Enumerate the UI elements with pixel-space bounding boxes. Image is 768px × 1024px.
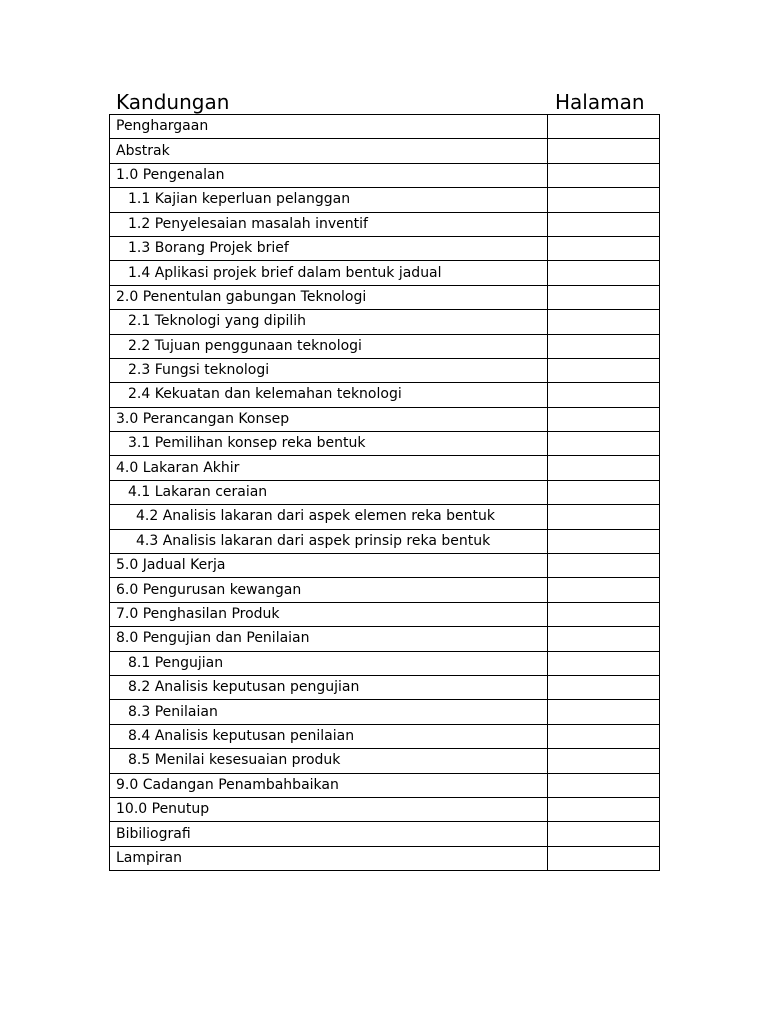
toc-entry-title: 9.0 Cadangan Penambahbaikan [110, 773, 548, 797]
toc-row [110, 505, 660, 529]
toc-entry-page [548, 212, 660, 236]
toc-row [110, 383, 660, 407]
toc-entry-page [548, 651, 660, 675]
toc-entry-title: 7.0 Penghasilan Produk [110, 602, 548, 626]
toc-row [110, 310, 660, 334]
toc-row [110, 651, 660, 675]
toc-row [110, 212, 660, 236]
toc-row [110, 773, 660, 797]
toc-row [110, 602, 660, 626]
toc-row [110, 724, 660, 748]
toc-entry-title: 1.2 Penyelesaian masalah inventif [110, 212, 548, 236]
toc-entry-page [548, 529, 660, 553]
toc-entry-title: 2.0 Penentulan gabungan Teknologi [110, 285, 548, 309]
toc-row [110, 846, 660, 870]
toc-row [110, 749, 660, 773]
toc-entry-page [548, 822, 660, 846]
toc-entry-page [548, 285, 660, 309]
toc-entry-title: Penghargaan [110, 115, 548, 139]
table-of-contents [109, 114, 660, 871]
toc-entry-title: 8.1 Pengujian [110, 651, 548, 675]
toc-entry-page [548, 749, 660, 773]
toc-entry-title: 1.4 Aplikasi projek brief dalam bentuk jadual [110, 261, 548, 285]
toc-entry-page [548, 261, 660, 285]
toc-row [110, 285, 660, 309]
toc-entry-title: Abstrak [110, 139, 548, 163]
toc-entry-title: 1.3 Borang Projek brief [110, 236, 548, 260]
toc-entry-title: 10.0 Penutup [110, 797, 548, 821]
toc-entry-page [548, 627, 660, 651]
toc-entry-title: Lampiran [110, 846, 548, 870]
toc-row [110, 139, 660, 163]
toc-entry-title: 2.2 Tujuan penggunaan teknologi [110, 334, 548, 358]
toc-entry-page [548, 432, 660, 456]
toc-row [110, 188, 660, 212]
toc-entry-page [548, 505, 660, 529]
toc-entry-page [548, 773, 660, 797]
toc-entry-title: 4.2 Analisis lakaran dari aspek elemen reka bentuk [110, 505, 548, 529]
toc-entry-page [548, 602, 660, 626]
toc-entry-title: 2.3 Fungsi teknologi [110, 358, 548, 382]
toc-entry-title: 1.1 Kajian keperluan pelanggan [110, 188, 548, 212]
toc-entry-page [548, 358, 660, 382]
toc-entry-title: 8.5 Menilai kesesuaian produk [110, 749, 548, 773]
toc-entry-page [548, 456, 660, 480]
toc-row [110, 797, 660, 821]
toc-row [110, 700, 660, 724]
toc-row [110, 261, 660, 285]
toc-entry-title: Bibiliografi [110, 822, 548, 846]
toc-entry-page [548, 700, 660, 724]
toc-row [110, 529, 660, 553]
toc-row [110, 675, 660, 699]
contents-title: Kandungan [116, 90, 230, 114]
toc-entry-page [548, 383, 660, 407]
toc-entry-title: 8.4 Analisis keputusan penilaian [110, 724, 548, 748]
toc-entry-page [548, 797, 660, 821]
toc-entry-page [548, 846, 660, 870]
toc-row [110, 115, 660, 139]
toc-entry-title: 2.1 Teknologi yang dipilih [110, 310, 548, 334]
toc-entry-title: 4.0 Lakaran Akhir [110, 456, 548, 480]
toc-entry-title: 8.3 Penilaian [110, 700, 548, 724]
toc-entry-page [548, 334, 660, 358]
toc-entry-title: 8.2 Analisis keputusan pengujian [110, 675, 548, 699]
toc-entry-title: 4.1 Lakaran ceraian [110, 480, 548, 504]
toc-entry-page [548, 139, 660, 163]
toc-row [110, 432, 660, 456]
toc-entry-page [548, 578, 660, 602]
toc-entry-page [548, 115, 660, 139]
toc-entry-title: 3.1 Pemilihan konsep reka bentuk [110, 432, 548, 456]
toc-entry-page [548, 480, 660, 504]
toc-entry-page [548, 407, 660, 431]
toc-row [110, 627, 660, 651]
toc-entry-page [548, 724, 660, 748]
toc-row [110, 578, 660, 602]
toc-row [110, 554, 660, 578]
toc-entry-title: 8.0 Pengujian dan Penilaian [110, 627, 548, 651]
toc-row [110, 480, 660, 504]
toc-entry-title: 2.4 Kekuatan dan kelemahan teknologi [110, 383, 548, 407]
toc-entry-page [548, 236, 660, 260]
toc-entry-title: 4.3 Analisis lakaran dari aspek prinsip reka bentuk [110, 529, 548, 553]
toc-row [110, 334, 660, 358]
toc-entry-page [548, 188, 660, 212]
toc-row [110, 163, 660, 187]
toc-entry-page [548, 310, 660, 334]
toc-row [110, 358, 660, 382]
toc-entry-page [548, 675, 660, 699]
toc-entry-title: 3.0 Perancangan Konsep [110, 407, 548, 431]
toc-entry-title: 5.0 Jadual Kerja [110, 554, 548, 578]
toc-row [110, 236, 660, 260]
toc-entry-page [548, 163, 660, 187]
toc-row [110, 822, 660, 846]
toc-row [110, 407, 660, 431]
toc-row [110, 456, 660, 480]
page-column-title: Halaman [555, 90, 645, 114]
toc-entry-title: 1.0 Pengenalan [110, 163, 548, 187]
toc-entry-title: 6.0 Pengurusan kewangan [110, 578, 548, 602]
toc-entry-page [548, 554, 660, 578]
toc-body [110, 115, 660, 871]
